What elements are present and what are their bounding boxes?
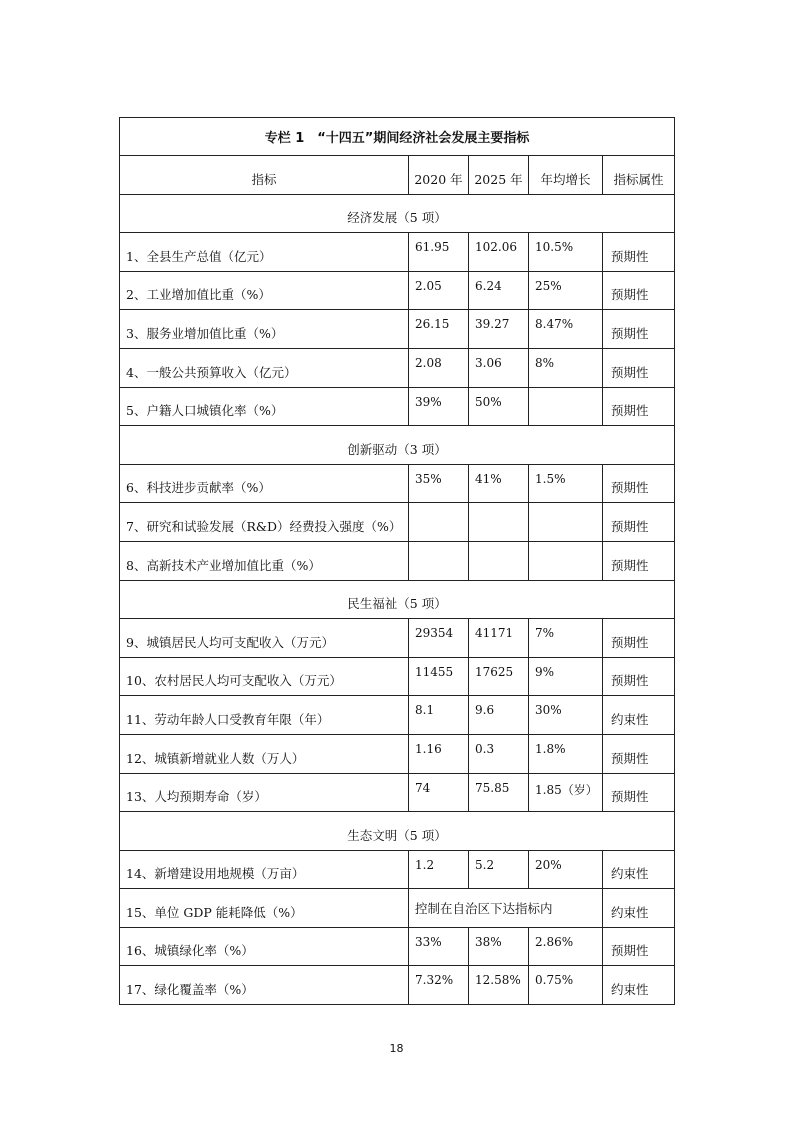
annual-growth: 20% — [529, 850, 603, 889]
value-2025: 6.24 — [469, 271, 529, 310]
section-row — [120, 426, 675, 465]
table-row — [120, 310, 675, 349]
indicator-attribute: 预期性 — [603, 657, 675, 696]
indicator-attribute: 约束性 — [603, 966, 675, 1005]
value-2025: 3.06 — [469, 348, 529, 387]
indicator-attribute: 预期性 — [603, 464, 675, 503]
indicator-name: 12、城镇新增就业人数（万人） — [120, 734, 409, 773]
indicator-name: 2、工业增加值比重（%） — [120, 271, 409, 310]
table-row — [120, 233, 675, 272]
indicator-name: 6、科技进步贡献率（%） — [120, 464, 409, 503]
header-2025: 2025 年 — [469, 156, 529, 195]
indicator-attribute: 约束性 — [603, 696, 675, 735]
indicator-attribute: 预期性 — [603, 233, 675, 272]
value-2020: 8.1 — [409, 696, 469, 735]
table-row — [120, 541, 675, 580]
table-row — [120, 619, 675, 658]
table-row — [120, 927, 675, 966]
value-2025: 5.2 — [469, 850, 529, 889]
indicator-attribute: 预期性 — [603, 503, 675, 542]
value-2020: 29354 — [409, 619, 469, 658]
value-2025: 0.3 — [469, 734, 529, 773]
indicator-name: 11、劳动年龄人口受教育年限（年） — [120, 696, 409, 735]
indicator-name: 1、全县生产总值（亿元） — [120, 233, 409, 272]
annual-growth: 1.8% — [529, 734, 603, 773]
indicator-name: 7、研究和试验发展（R&D）经费投入强度（%） — [120, 503, 409, 542]
annual-growth — [529, 541, 603, 580]
indicator-attribute: 预期性 — [603, 734, 675, 773]
header-annual-growth: 年均增长 — [529, 156, 603, 195]
indicator-name: 9、城镇居民人均可支配收入（万元） — [120, 619, 409, 658]
indicator-attribute: 预期性 — [603, 271, 675, 310]
table-row — [120, 696, 675, 735]
annual-growth: 30% — [529, 696, 603, 735]
value-2025: 41171 — [469, 619, 529, 658]
annual-growth: 9% — [529, 657, 603, 696]
value-2020: 39% — [409, 387, 469, 426]
annual-growth: 1.5% — [529, 464, 603, 503]
section-row — [120, 194, 675, 233]
table-row — [120, 734, 675, 773]
annual-growth: 8% — [529, 348, 603, 387]
annual-growth — [529, 387, 603, 426]
value-2020 — [409, 541, 469, 580]
value-2020: 61.95 — [409, 233, 469, 272]
value-2025: 12.58% — [469, 966, 529, 1005]
annual-growth: 8.47% — [529, 310, 603, 349]
value-2020: 33% — [409, 927, 469, 966]
value-2020: 7.32% — [409, 966, 469, 1005]
annual-growth — [529, 503, 603, 542]
table-row — [120, 464, 675, 503]
section-label: 生态文明（5 项） — [120, 812, 675, 851]
indicator-name: 10、农村居民人均可支配收入（万元） — [120, 657, 409, 696]
indicator-name: 14、新增建设用地规模（万亩） — [120, 850, 409, 889]
table-row — [120, 271, 675, 310]
table-row — [120, 387, 675, 426]
indicator-name: 15、单位 GDP 能耗降低（%） — [120, 889, 409, 928]
value-2020: 26.15 — [409, 310, 469, 349]
page-number: 18 — [389, 1042, 404, 1055]
value-2025: 9.6 — [469, 696, 529, 735]
value-2020: 1.16 — [409, 734, 469, 773]
indicator-name: 13、人均预期寿命（岁） — [120, 773, 409, 812]
table-row — [120, 348, 675, 387]
value-2025: 39.27 — [469, 310, 529, 349]
value-2025: 41% — [469, 464, 529, 503]
indicator-name: 3、服务业增加值比重（%） — [120, 310, 409, 349]
value-2020: 1.2 — [409, 850, 469, 889]
annual-growth: 10.5% — [529, 233, 603, 272]
merged-value: 控制在自治区下达指标内 — [409, 889, 603, 928]
value-2025: 50% — [469, 387, 529, 426]
table-row — [120, 850, 675, 889]
header-attribute: 指标属性 — [603, 156, 675, 195]
value-2025: 75.85 — [469, 773, 529, 812]
annual-growth: 7% — [529, 619, 603, 658]
annual-growth: 25% — [529, 271, 603, 310]
indicator-attribute: 约束性 — [603, 889, 675, 928]
section-row — [120, 812, 675, 851]
table-row — [120, 503, 675, 542]
section-label: 经济发展（5 项） — [120, 194, 675, 233]
value-2025 — [469, 541, 529, 580]
value-2020: 11455 — [409, 657, 469, 696]
indicator-attribute: 预期性 — [603, 541, 675, 580]
table-row — [120, 966, 675, 1005]
indicator-name: 8、高新技术产业增加值比重（%） — [120, 541, 409, 580]
header-indicator: 指标 — [120, 156, 409, 195]
value-2025: 17625 — [469, 657, 529, 696]
value-2025 — [469, 503, 529, 542]
indicator-attribute: 预期性 — [603, 348, 675, 387]
section-label: 创新驱动（3 项） — [120, 426, 675, 465]
value-2025: 102.06 — [469, 233, 529, 272]
indicator-attribute: 预期性 — [603, 773, 675, 812]
table-row — [120, 657, 675, 696]
value-2020: 2.08 — [409, 348, 469, 387]
indicator-table — [119, 117, 675, 1005]
table-row — [120, 889, 675, 928]
indicator-attribute: 约束性 — [603, 850, 675, 889]
annual-growth: 2.86% — [529, 927, 603, 966]
indicator-name: 4、一般公共预算收入（亿元） — [120, 348, 409, 387]
indicator-name: 17、绿化覆盖率（%） — [120, 966, 409, 1005]
section-label: 民生福祉（5 项） — [120, 580, 675, 619]
annual-growth: 1.85（岁） — [529, 773, 603, 812]
table-title: 专栏 1 “十四五”期间经济社会发展主要指标 — [120, 118, 675, 156]
indicator-attribute: 预期性 — [603, 619, 675, 658]
header-2020: 2020 年 — [409, 156, 469, 195]
indicator-name: 5、户籍人口城镇化率（%） — [120, 387, 409, 426]
value-2025: 38% — [469, 927, 529, 966]
indicator-attribute: 预期性 — [603, 310, 675, 349]
indicator-attribute: 预期性 — [603, 387, 675, 426]
annual-growth: 0.75% — [529, 966, 603, 1005]
table-row — [120, 773, 675, 812]
indicator-name: 16、城镇绿化率（%） — [120, 927, 409, 966]
value-2020 — [409, 503, 469, 542]
value-2020: 35% — [409, 464, 469, 503]
section-row — [120, 580, 675, 619]
value-2020: 74 — [409, 773, 469, 812]
indicator-attribute: 预期性 — [603, 927, 675, 966]
value-2020: 2.05 — [409, 271, 469, 310]
